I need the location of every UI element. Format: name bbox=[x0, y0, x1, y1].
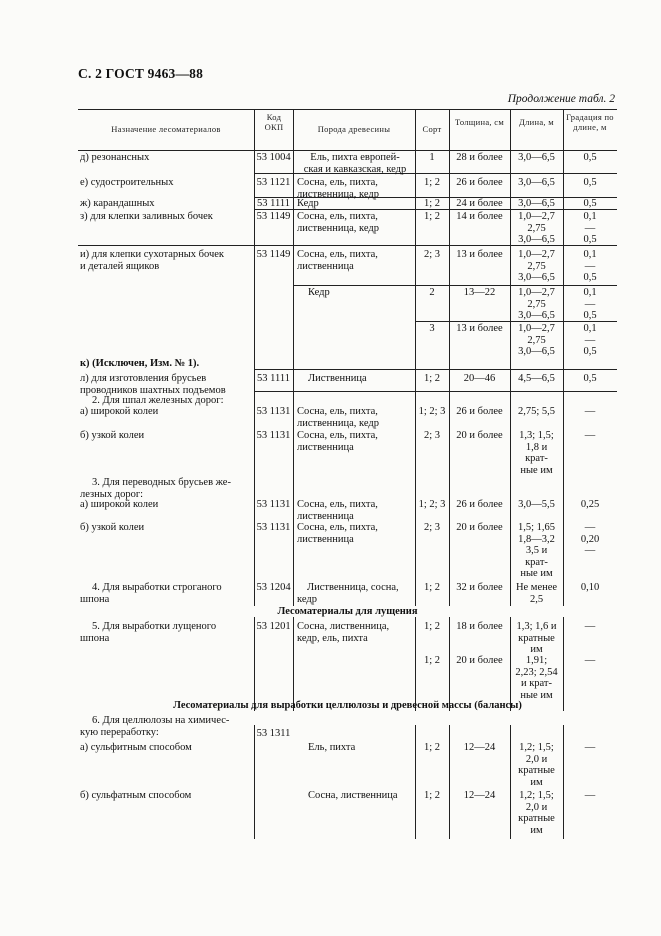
okp-code: 53 1121 bbox=[256, 177, 291, 188]
row-purpose: 2. Для шпал железных дорог: bbox=[92, 395, 224, 406]
grade: 2; 3 bbox=[423, 522, 441, 533]
length: 4,5—6,5 bbox=[518, 373, 555, 384]
row-excluded: к) (Исключен, Изм. № 1). bbox=[80, 358, 200, 369]
col-header-gradation: Градация по длине, м bbox=[566, 112, 614, 132]
length: 1,3; 1,6 и кратные им bbox=[516, 621, 557, 656]
okp-code: 53 1131 bbox=[256, 522, 291, 533]
length: 3,0—6,5 bbox=[518, 198, 555, 209]
thickness: 26 и более bbox=[456, 177, 503, 188]
col-header-species: Порода древесины bbox=[317, 124, 391, 134]
thickness: 20—46 bbox=[463, 373, 496, 384]
gradation: 0,1 — 0,5 bbox=[583, 287, 597, 322]
length: 1,2; 1,5; 2,0 и кратные им bbox=[518, 742, 555, 788]
gradation: — bbox=[584, 742, 596, 753]
species: Сосна, ель, пихта, лиственница, кедр bbox=[297, 211, 380, 234]
col-header-grade: Сорт bbox=[422, 124, 442, 134]
row-purpose: б) сульфатным способом bbox=[80, 790, 192, 801]
row-divider bbox=[254, 369, 617, 370]
grade: 1; 2 bbox=[423, 373, 441, 384]
length: 1,0—2,7 2,75 3,0—6,5 bbox=[518, 249, 555, 284]
row-purpose: д) резонансных bbox=[80, 152, 150, 163]
thickness: 13 и более bbox=[456, 249, 503, 260]
length: 1,2; 1,5; 2,0 и кратные им bbox=[518, 790, 555, 836]
species: Ель, пихта европей- ская и кавказская, кедр bbox=[303, 152, 407, 175]
species: Сосна, лиственница bbox=[308, 790, 398, 801]
section-title: Лесоматериалы для выработки целлюлозы и древесной массы (балансы) bbox=[173, 700, 522, 711]
row-purpose: и) для клепки сухотарных бочек и деталей ящиков bbox=[80, 249, 225, 272]
thickness: 32 и более bbox=[456, 582, 503, 593]
row-purpose: б) узкой колеи bbox=[80, 522, 145, 533]
gradation: 0,5 bbox=[583, 373, 597, 384]
thickness: 20 и более bbox=[456, 655, 503, 666]
thickness: 12—24 bbox=[463, 790, 496, 801]
okp-code: 53 1149 bbox=[256, 211, 291, 222]
grade: 2; 3 bbox=[423, 430, 441, 441]
thickness: 13 и более bbox=[456, 323, 503, 334]
species: Сосна, ель, пихта, лиственница bbox=[297, 249, 378, 272]
species: Лиственница bbox=[308, 373, 367, 384]
row-purpose: 6. Для целлюлозы на химичес- кую переработку: bbox=[80, 715, 230, 738]
grade: 2; 3 bbox=[423, 249, 441, 260]
thickness: 26 и более bbox=[456, 406, 503, 417]
grade: 2 bbox=[429, 287, 435, 298]
okp-code: 53 1149 bbox=[256, 249, 291, 260]
species: Кедр bbox=[308, 287, 330, 298]
gradation: — bbox=[584, 430, 596, 441]
species: Сосна, ель, пихта, лиственница, кедр bbox=[297, 406, 380, 429]
row-purpose: б) узкой колеи bbox=[80, 430, 145, 441]
gradation: 0,1 — 0,5 bbox=[583, 211, 597, 246]
okp-code: 53 1311 bbox=[256, 728, 291, 739]
length: 3,0—5,5 bbox=[518, 499, 555, 510]
gradation: — bbox=[584, 790, 596, 801]
thickness: 28 и более bbox=[456, 152, 503, 163]
gradation: — bbox=[584, 621, 596, 632]
species: Сосна, ель, пихта, лиственница bbox=[297, 430, 378, 453]
length: Не менее 2,5 bbox=[515, 582, 558, 605]
length: 1,0—2,7 2,75 3,0—6,5 bbox=[518, 211, 555, 246]
row-purpose: з) для клепки заливных бочек bbox=[80, 211, 213, 222]
header-bottom-rule bbox=[78, 150, 617, 151]
gradation: 0,5 bbox=[583, 198, 597, 209]
grade: 1; 2 bbox=[423, 742, 441, 753]
gradation: 0,1 — 0,5 bbox=[583, 249, 597, 284]
okp-code: 53 1131 bbox=[256, 406, 291, 417]
col-divider bbox=[254, 725, 255, 839]
col-divider bbox=[449, 109, 450, 150]
row-purpose: е) судостроительных bbox=[80, 177, 174, 188]
grade: 1; 2 bbox=[423, 211, 441, 222]
species: Кедр bbox=[297, 198, 319, 209]
row-purpose: 5. Для выработки лущеного шпона bbox=[80, 621, 217, 644]
gradation: 0,5 bbox=[583, 152, 597, 163]
grade: 1; 2; 3 bbox=[418, 499, 446, 510]
grade: 1; 2; 3 bbox=[418, 406, 446, 417]
col-header-length: Длина, м bbox=[519, 117, 554, 127]
row-purpose: 3. Для переводных брусьев же- лезных дорог: bbox=[80, 477, 231, 500]
continuation-label: Продолжение табл. 2 bbox=[507, 93, 615, 105]
row-purpose: 4. Для выработки строганого шпона bbox=[80, 582, 222, 605]
okp-code: 53 1201 bbox=[256, 621, 291, 632]
gradation: 0,5 bbox=[583, 177, 597, 188]
length: 1,5; 1,65 1,8—3,2 3,5 и крат- ные им bbox=[517, 522, 556, 580]
species: Сосна, ель, пихта, лиственница, кедр bbox=[297, 177, 380, 200]
col-divider bbox=[510, 109, 511, 150]
grade: 3 bbox=[429, 323, 435, 334]
gradation: — 0,20 — bbox=[580, 522, 600, 557]
gradation: — bbox=[584, 655, 596, 666]
thickness: 20 и более bbox=[456, 430, 503, 441]
grade: 1; 2 bbox=[423, 621, 441, 632]
thickness: 14 и более bbox=[456, 211, 503, 222]
length: 1,0—2,7 2,75 3,0—6,5 bbox=[518, 323, 555, 358]
species: Ель, пихта bbox=[308, 742, 356, 753]
okp-code: 53 1111 bbox=[257, 373, 290, 384]
gradation: 0,10 bbox=[580, 582, 600, 593]
col-header-purpose: Назначение лесоматериалов bbox=[111, 124, 221, 134]
gradation: 0,25 bbox=[580, 499, 600, 510]
thickness: 24 и более bbox=[456, 198, 503, 209]
gradation: 0,1 — 0,5 bbox=[583, 323, 597, 358]
thickness: 13—22 bbox=[463, 287, 496, 298]
data-table bbox=[78, 109, 617, 839]
section-title: Лесоматериалы для лущения bbox=[277, 606, 418, 617]
okp-code: 53 1131 bbox=[256, 430, 291, 441]
thickness: 12—24 bbox=[463, 742, 496, 753]
grade: 1; 2 bbox=[423, 655, 441, 666]
length: 1,3; 1,5; 1,8 и крат- ные им bbox=[519, 430, 554, 476]
okp-code: 53 1004 bbox=[256, 152, 291, 163]
length: 1,0—2,7 2,75 3,0—6,5 bbox=[518, 287, 555, 322]
row-purpose: а) широкой колеи bbox=[80, 406, 159, 417]
okp-code: 53 1111 bbox=[257, 198, 290, 209]
length: 2,75; 5,5 bbox=[517, 406, 556, 417]
grade: 1; 2 bbox=[423, 177, 441, 188]
species: Лиственница, сосна, кедр bbox=[297, 582, 399, 605]
thickness: 26 и более bbox=[456, 499, 503, 510]
species: Сосна, ель, пихта, лиственница bbox=[297, 522, 378, 545]
col-header-thickness: Толщина, см bbox=[454, 117, 505, 127]
okp-code: 53 1204 bbox=[256, 582, 291, 593]
page-header: С. 2 ГОСТ 9463—88 bbox=[78, 66, 204, 81]
thickness: 20 и более bbox=[456, 522, 503, 533]
species: Сосна, лиственница, кедр, ель, пихта bbox=[297, 621, 390, 644]
grade: 1 bbox=[429, 152, 435, 163]
col-divider bbox=[293, 369, 294, 606]
thickness: 18 и более bbox=[456, 621, 503, 632]
grade: 1; 2 bbox=[423, 198, 441, 209]
row-divider bbox=[254, 391, 617, 392]
col-divider bbox=[254, 109, 255, 150]
row-purpose: а) широкой колеи bbox=[80, 499, 159, 510]
gradation: — bbox=[584, 406, 596, 417]
col-divider bbox=[293, 617, 294, 711]
table-top-rule bbox=[78, 109, 617, 110]
length: 1,91; 2,23; 2,54 и крат- ные им bbox=[515, 655, 558, 701]
grade: 1; 2 bbox=[423, 790, 441, 801]
row-purpose: а) сульфитным способом bbox=[80, 742, 192, 753]
col-divider bbox=[293, 150, 294, 390]
length: 3,0—6,5 bbox=[518, 152, 555, 163]
length: 3,0—6,5 bbox=[518, 177, 555, 188]
species: Сосна, ель, пихта, лиственница bbox=[297, 499, 378, 522]
okp-code: 53 1131 bbox=[256, 499, 291, 510]
col-header-code: Код ОКП bbox=[264, 112, 284, 132]
grade: 1; 2 bbox=[423, 582, 441, 593]
row-purpose: ж) карандашных bbox=[80, 198, 155, 209]
row-divider bbox=[293, 285, 617, 286]
row-purpose: л) для изготовления брусьев проводников шахтных подъемов bbox=[80, 373, 226, 396]
